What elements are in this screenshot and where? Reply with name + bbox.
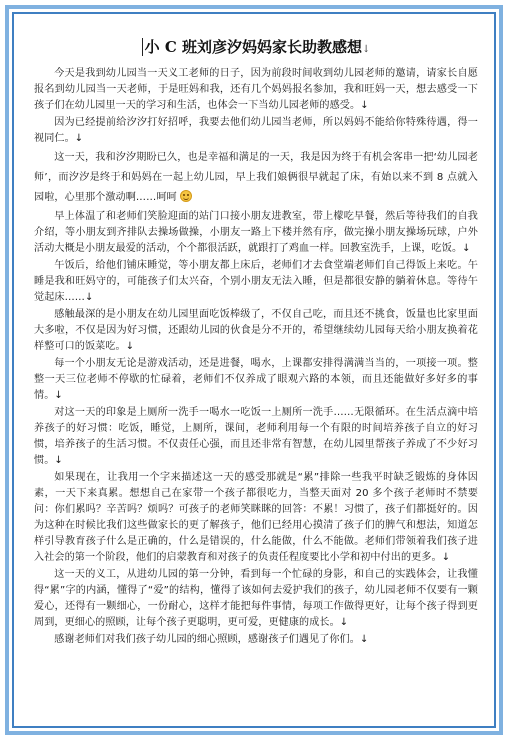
paragraph-7: 每一个小朋友无论是游戏活动，还是进餐，喝水，上课都安排得满满当当的，一项接一项。整整一天三位老师不停歇的忙碌着，老师们不仅养成了眼观六路的本领，而且还能做好多好多的事情。↓ bbox=[34, 358, 478, 401]
paragraph-9: 如果现在，让我用一个字来描述这一天的感受那就是“累”排除一些我平时缺乏锻炼的身体因素，一天下来真累。想想自己在家带一个孩子都很吃力，当整天面对 20 多个孩子老师时不禁要问：你们累吗？辛苦吗？烦吗？可孩子的老师笑眯眯的回答：不累！习惯了，孩子们都挺好的。因为这种在时候比我们这些做家长的更了解孩子，他们已经用心摸清了孩子们的脾气和想法，知道怎样引导教育孩子什么是正确的，什么是错误的，什么能做，什么不能做。老师们带领着我们孩子进入社会的第一个阶段，他们的启蒙教育和对孩子的负责任程度要比小学和初中付出的更多。↓ bbox=[34, 472, 478, 563]
paragraph-4: 早上体温了和老师们笑脸迎面的站门口接小朋友进教室，带上檬吃早餐，然后等待我们的自我介绍，等小朋友到齐排队去操场做操，小朋友一路上下楼并然有序，做完操小朋友操场玩球，户外活动大概是小朋友最爱的活动，个个都很活跃，就跟打了鸡血一样。回教室洗手，上课，吃饭。↓ bbox=[34, 211, 478, 254]
paragraph-5: 午饭后，给他们铺床睡觉，等小朋友都上床后，老师们才去食堂端老师们自己得饭上来吃。午睡是我和旺妈守的，可能孩子们太兴奋，个别小朋友无法入睡，但是都很安静的躺着休息。等待午觉起床……↓ bbox=[34, 260, 478, 303]
paragraph-mark-icon: ↓ bbox=[362, 44, 371, 55]
paragraph-6: 感触最深的是小朋友在幼儿园里面吃饭棒级了，不仅自己吃，而且还不挑食，饭量也比家里面大多啦，不仅是因为好习惯，还跟幼儿园的伙食是分不开的，希望继续幼儿园每天给小朋友换着花样整可口的饭菜吃。↓ bbox=[34, 309, 478, 352]
paragraph-11: 感谢老师们对我们孩子幼儿园的细心照顾，感谢孩子们遇见了你们。↓ bbox=[54, 634, 369, 645]
smiley-face-icon bbox=[180, 190, 192, 202]
paragraph-1: 今天是我到幼儿园当一天义工老师的日子，因为前段时间收到幼儿园老师的邀请，请家长自愿报名到幼儿园当一天老师，于是旺妈和我，还有几个妈妈报名参加，我和旺妈一天，想去感受一下孩子们在幼儿园里一天的学习和生活，也体会一下当幼儿园老师的感受。↓ bbox=[34, 68, 478, 111]
paragraph-2: 因为已经提前给汐汐打好招呼，我要去他们幼儿园当老师，所以妈妈不能给你特殊待遇，得一视同仁。↓ bbox=[34, 117, 478, 144]
paragraph-10: 这一天的义工，从进幼儿园的第一分钟，看到每一个忙碌的身影，和自己的实践体会，让我懂得“累”字的内涵，懂得了“爱”的结构，懂得了该如何去爱护我们的孩子，幼儿园老师不仅要有一颗爱心，还得有一颗细心，一份耐心，这样才能把每件事情，每项工作做得更好，让每个孩子得到更周到，更细心的照顾，让每个孩子更聪明，更可爱，更健康的成长。↓ bbox=[34, 569, 478, 628]
paragraph-3-text: 这一天，我和汐汐期盼已久，也是幸福和满足的一天，我是因为终于有机会客串一把‘幼儿园老师’，而汐汐是终于和妈妈在一起上幼儿园，早上我们娘俩很早就起了床，有始以来不到 8 点就入园啦，心里那个激动啊……呵呵 bbox=[34, 152, 478, 203]
document-frame bbox=[12, 12, 496, 728]
paragraph-8: 对这一天的印象是上厕所一洗手一喝水一吃饭一上厕所一洗手……无限循环。在生活点滴中培养孩子的好习惯：吃饭，睡觉，上厕所，课间，老师利用每一个有限的时间培养孩子自立的好习惯，培养孩子的生活习惯。不仅责任心强，而且还非常有智慧，在幼儿园里帮孩子养成了不少好习惯。↓ bbox=[34, 407, 478, 466]
document-title: 小 C 班刘彦汐妈妈家长助教感想↓ bbox=[142, 38, 371, 56]
title-row bbox=[34, 34, 478, 62]
document-body bbox=[34, 66, 478, 648]
paragraph-3 bbox=[34, 148, 478, 208]
